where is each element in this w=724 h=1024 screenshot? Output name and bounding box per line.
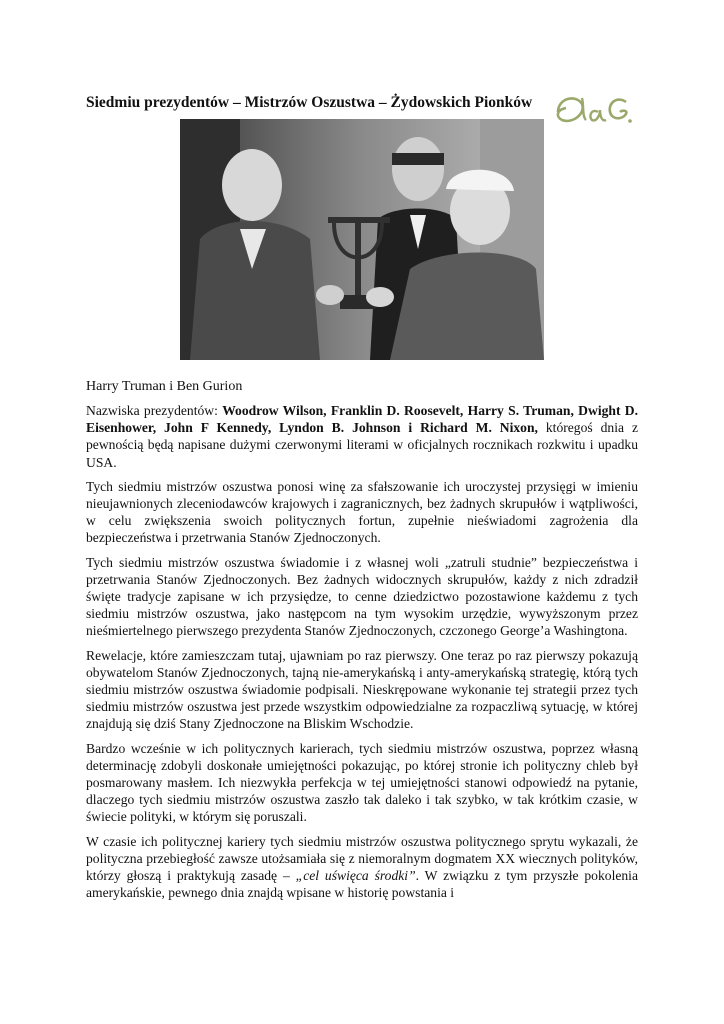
paragraph <box>86 402 638 471</box>
paragraph-lead: Nazwiska prezydentów: <box>86 403 223 418</box>
quote-phrase: „cel uświęca środki” <box>295 868 416 884</box>
historical-photo <box>180 119 544 360</box>
paragraph-rest: . W związku z tym przyszłe pokolenia amerykańskie, pewnego dnia znajdą wpisane w historię powstania i <box>86 868 638 901</box>
paragraph-rest: któregoś dnia z pewnością będą napisane dużymi czerwonymi literami w oficjalnych rocznikach rozkwitu i upadku USA. <box>86 420 639 470</box>
paragraph: Rewelacje, które zamieszczam tutaj, ujawniam po raz pierwszy. One teraz po raz pierwszy pokazują obywatelom Stanów Zjednoczonych, tajną nie-amerykańską i anty-amerykańską strategię, którą tych siedmiu mistrzów oszustwa świadomie podpisali. Nieskrępowane wykonanie tej strategii przez tych siedmiu mistrzów oszustwa jest przede wszystkim odpowiedzialne za rozpaczliwą sytuację, w której znajdują się dziś Stany Zjednoczone na Bliskim Wschodzie. <box>86 647 638 732</box>
logo-signature <box>552 88 634 132</box>
page-title: Siedmiu prezydentów – Mistrzów Oszustwa – Żydowskich Pionków <box>86 94 533 111</box>
paragraph: Bardzo wcześnie w ich politycznych karierach, tych siedmiu mistrzów oszustwa, poprzez własną determinację zdobyli doskonałe umiejętności pokazując, po której stronie ich polityczny chleb był posmarowany masłem. Ich niezwykła perfekcja w tej umiejętności stanowi odpowiedź na pytanie, dlaczego tych siedmiu mistrzów oszustwa zaszło tak daleko i tak szybko, w tak krótkim czasie, w świecie polityki, w którym się poruszali. <box>86 740 638 825</box>
photo-caption: Harry Truman i Ben Gurion <box>86 379 243 394</box>
president-names: Woodrow Wilson, Franklin D. Roosevelt, Harry S. Truman, Dwight D. Eisenhower, John F Kennedy, Lyndon B. Johnson i Richard M. Nixon, <box>86 403 638 436</box>
paragraph: Tych siedmiu mistrzów oszustwa świadomie i z własnej woli „zatruli studnie” bezpieczeństwa i przetrwania Stanów Zjednoczonych. Bez żadnych widocznych skrupułów, każdy z nich zdradził święte tradycje zapisane w ich przysiędze, to cenne dziedzictwo pozostawione każdemu z tych siedmiu mistrzów oszustwa, jako następcom na tym wysokim urzędzie, wywyższonym przez nieśmiertelnego pierwszego prezydenta Stanów Zjednoczonych, czczonego George’a Washingtona. <box>86 554 638 639</box>
article-body <box>86 402 638 908</box>
paragraph: Tych siedmiu mistrzów oszustwa ponosi winę za sfałszowanie ich uroczystej przysięgi w imieniu nieujawnionych zleceniodawców krajowych i zagranicznych, bez żadnych skrupułów i wątpliwości, w celu zwiększenia swoich politycznych fortun, zupełnie nieświadomi zagrożenia dla bezpieczeństwa i przetrwania Stanów Zjednoczonych. <box>86 478 638 546</box>
paragraph-lead: W czasie ich politycznej kariery tych siedmiu mistrzów oszustwa politycznego sprytu wykazali, że polityczna przebiegłość zawsze utożsamiała się z niemoralnym dogmatem XX wiecznych polityków, którzy głoszą i praktykują zasadę – <box>86 833 638 884</box>
paragraph <box>86 833 638 902</box>
